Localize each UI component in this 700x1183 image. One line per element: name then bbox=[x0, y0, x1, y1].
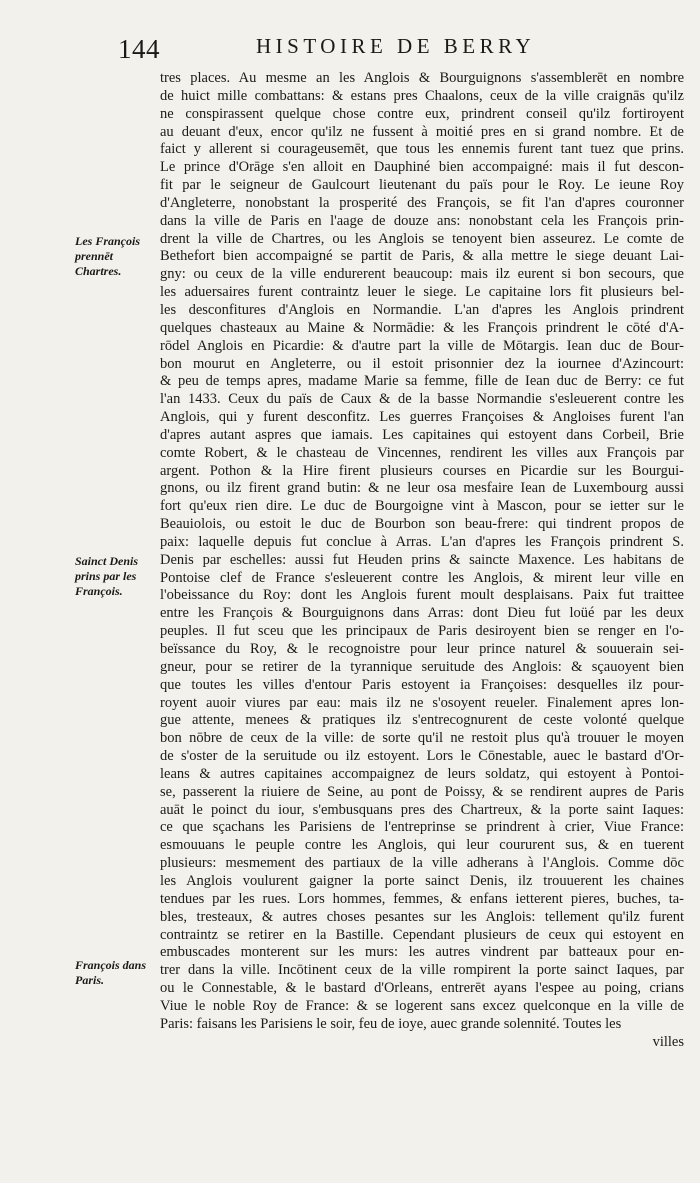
text-line: rōdel Anglois en Picardie: & d'autre part la ville de Mōtargis. Iean duc de Bour- bbox=[160, 337, 684, 354]
text-line: les desconfitures d'Anglois en Normandie. L'an d'apres les Anglois prindrent bbox=[160, 301, 684, 318]
text-line: bon mourut en Angleterre, ou il estoit prisonnier dez la iournee d'Azincourt: bbox=[160, 355, 684, 372]
text-line: d'Angleterre, nonobstant la prosperité des François, se fit l'an d'apres couronner bbox=[160, 194, 684, 211]
text-line: beïssance du Roy, & le recognoistre pour leur prince naturel & souuerain sei- bbox=[160, 641, 684, 657]
text-line: ne conspirassent quelque chose contre eux, prindrent conseil qu'ilz fortiroyent bbox=[160, 105, 684, 122]
running-title: HISTOIRE DE BERRY bbox=[256, 34, 536, 58]
text-line: leans & autres capitaines accompaignez de leurs soldatz, qui estoyent à Pontoi- bbox=[160, 765, 684, 782]
text-line: ce que sçachans les Parisiens de l'entreprinse se prindrent à crier, Viue France: bbox=[160, 819, 684, 836]
text-line: plusieurs: mesmement des partiaux de la ville adherans à l'Anglois. Comme dōc bbox=[160, 855, 684, 872]
text-line: se, passerent la riuiere de Seine, au pont de Poissy, & se rendirent aupres de Paris bbox=[160, 783, 684, 800]
page-number: 144 bbox=[118, 34, 160, 64]
text-line: faict y allerent si courageusemēt, que tous les ennemis furent tant tuez que prins. bbox=[160, 141, 684, 158]
text-line: Paris: faisans les Parisiens le soir, feu de ioye, auec grande solennité. Toutes les bbox=[160, 1015, 622, 1032]
margin-note: François dans Paris. bbox=[75, 958, 147, 987]
text-line: paix: laquelle depuis fut conclue à Arras. L'an d'apres les François prindrent S. bbox=[160, 533, 684, 550]
text-line: esmouuans le peuple contre les Anglois, qui leur coururent sus, & en tuerent bbox=[160, 837, 684, 854]
text-line: comte Robert, & le chasteau de Vincennes, rendirent les villes aux François par bbox=[160, 444, 684, 461]
text-line: Anglois, qui y furent desconfitz. Les guerres Françoises & Angloises furent l'an bbox=[160, 409, 684, 426]
margin-note: Sainct Denis prins par les François. bbox=[75, 554, 139, 598]
text-line: gue attente, menees & pratiques ilz s'entrecognurent de ceste volonté quelque bbox=[160, 712, 684, 729]
text-line: de huict mille combattans: & estans pres Chaalons, ceux de la ville craignās qu'ilz bbox=[160, 87, 684, 104]
text-line: fort qu'eux rien dire. Le duc de Bourgoigne vint à Mascon, pour se ietter sur le bbox=[160, 498, 684, 515]
text-line: Le prince d'Orāge s'en alloit en Dauphiné bien accompaigné: mais il fut descon- bbox=[160, 159, 684, 176]
text-line: quelques chasteaux au Maine & Normādie: & les François prindrent le cōté d'A- bbox=[160, 319, 684, 336]
text-line: embuscades monterent sur les murs: les autres vindrent par batteaux pour en- bbox=[160, 944, 684, 961]
text-line: & peu de temps apres, madame Marie sa femme, fille de Iean duc de Berry: ce fut bbox=[160, 373, 684, 390]
text-line: l'an 1433. Ceux du païs de Caux & de la basse Normandie s'esleuerent contre les bbox=[160, 391, 684, 408]
text-line: tres places. Au mesme an les Anglois & Bourguignons s'assemblerēt en nombre bbox=[160, 70, 684, 86]
text-line: trer dans la ville. Incōtinent ceux de la ville rompirent la porte sainct Iaques, par bbox=[160, 962, 684, 979]
text-line: entre les François & Bourguignons dans Arras: dont Dieu fut loüé par les deux bbox=[160, 605, 684, 622]
text-line: peuples. Il fut sceu que les principaux de Paris desiroyent bien se renger en l'o- bbox=[160, 623, 684, 640]
text-line: bles, tresteaux, & autres choses pesantes sur les Anglois: tellement qu'ilz furent bbox=[160, 908, 684, 925]
body-text bbox=[160, 70, 684, 1051]
text-line: dans la ville de Paris en l'aage de douze ans: nonobstant cela les François prin- bbox=[160, 212, 684, 229]
text-line: Bethefort bien accompaigné se partit de Paris, & alla mettre le siege deuant Lai- bbox=[160, 248, 684, 265]
text-line: Pontoise clef de France s'esleuerent contre les Anglois, & mirent leur ville en bbox=[160, 569, 684, 586]
text-line: auāt le poinct du iour, s'embusquans pres des Chartreux, & la porte saint Iaques: bbox=[160, 801, 684, 818]
text-line: gnons, ou ilz firent grand butin: & ne leur osa mesfaire Iean de Luxembourg aussi bbox=[160, 480, 684, 497]
text-line: fit par le seigneur de Gaulcourt lieutenant du païs pour le Roy. Le ieune Roy bbox=[160, 177, 684, 194]
text-line: gneur, pour se retirer de la tyrannique seruitude des Anglois: & sçauoyent bien bbox=[160, 658, 684, 675]
text-line: les aduersaires furent contraintz leuer le siege. Le capitaine lors fit plusieurs bel- bbox=[160, 284, 684, 301]
text-line: drent la ville de Chartres, ou les Anglois se tenoyent bien asseurez. Le comte de bbox=[160, 230, 684, 247]
text-line: d'apres autant aspres que iamais. Les capitaines qui estoyent dans Corbeil, Brie bbox=[160, 426, 684, 443]
text-line: gny: ou ceux de la ville endurerent beaucoup: mais ilz eurent si bon secours, que bbox=[160, 266, 684, 283]
text-line: au deuant d'eux, encor qu'ilz ne fussent à moitié pres en si grand nombre. Et de bbox=[160, 123, 684, 140]
text-line: l'obeissance du Roy: dont les Anglois furent moult desplaisans. Paix fut traittee bbox=[160, 587, 684, 604]
text-line: Denis par eschelles: aussi fut Heuden prins & saincte Maxence. Les habitans de bbox=[160, 551, 684, 568]
text-line: les Anglois voulurent gaigner la porte sainct Denis, ilz trouuerent les chaines bbox=[160, 872, 684, 889]
text-line: ou le Connestable, & le bastard d'Orleans, entrerēt ayans l'espee au poing, crians bbox=[160, 980, 684, 997]
margin-note: Les François prennēt Chartres. bbox=[75, 234, 141, 278]
text-line: royent auoir viures par eau: mais ilz ne s'osoyent reueler. Finalement apres lon- bbox=[160, 694, 684, 711]
text-line: argent. Pothon & la Hire firent plusieurs courses en Picardie sur les Bourgui- bbox=[160, 462, 684, 479]
catchword: villes bbox=[652, 1033, 684, 1050]
text-line: contraintz se retirer en la Bastille. Cependant plusieurs de ceux qui estoyent en bbox=[160, 926, 684, 943]
text-line: bon nōbre de ceux de la ville: de sorte qu'il ne restoit plus qu'à trouuer le moyen bbox=[160, 730, 684, 747]
text-line: que toutes les villes d'entour Paris estoyent ia Françoises: desquelles ilz pour- bbox=[160, 676, 684, 693]
page-header bbox=[118, 30, 688, 66]
text-line: de s'oster de la seruitude ou ilz estoyent. Lors le Cōnestable, auec le bastard d'Or- bbox=[160, 748, 684, 765]
text-line: tendues par les rues. Lors hommes, femmes, & enfans ietterent pieres, buches, ta- bbox=[160, 890, 684, 907]
text-line: Beauiolois, ou estoit le duc de Bourbon son beau-frere: qui tindrent propos de bbox=[160, 516, 684, 533]
text-line: Viue le noble Roy de France: & se logerent sans excez quelconque en la ville de bbox=[160, 997, 684, 1014]
